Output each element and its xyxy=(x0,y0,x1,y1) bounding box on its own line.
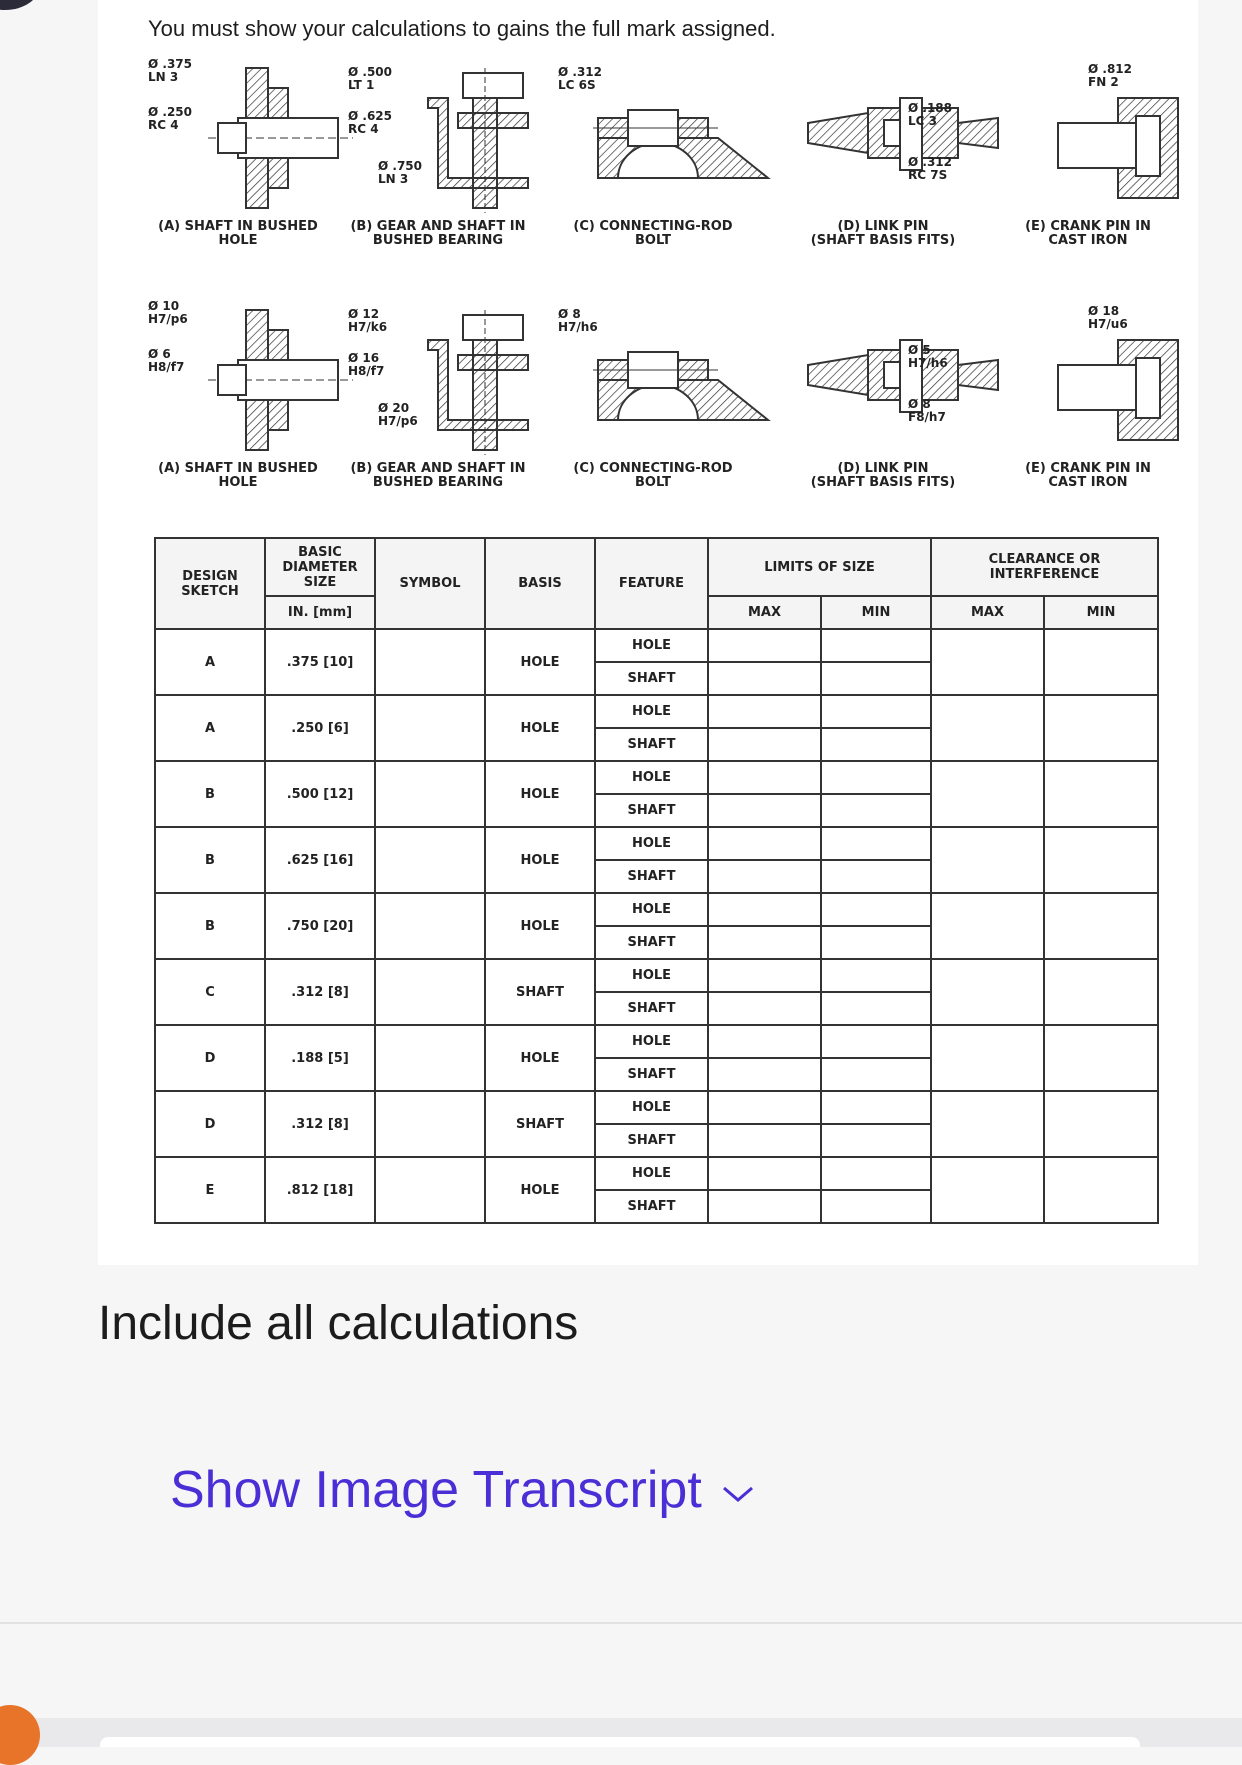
cell-symbol[interactable] xyxy=(375,761,485,827)
cell-limit-min[interactable] xyxy=(821,959,931,992)
cell-clearance-max[interactable] xyxy=(931,1025,1044,1091)
cell-basic-size: .500 [12] xyxy=(265,761,375,827)
dimension-label: Ø 8 F8/h7 xyxy=(908,397,946,424)
dimension-label: Ø 6 H8/f7 xyxy=(148,347,185,374)
figure-caption: (D) LINK PIN (SHAFT BASIS FITS) xyxy=(810,461,956,490)
cell-sketch: A xyxy=(155,695,265,761)
table-row xyxy=(155,629,1158,662)
cell-symbol[interactable] xyxy=(375,827,485,893)
figure-caption: (D) LINK PIN (SHAFT BASIS FITS) xyxy=(810,219,956,248)
figure-c-inch xyxy=(558,58,748,268)
cell-limit-max[interactable] xyxy=(708,1058,821,1091)
include-calculations-text: Include all calculations xyxy=(98,1297,579,1350)
figure-caption: (E) CRANK PIN IN CAST IRON xyxy=(1025,219,1151,248)
cell-clearance-max[interactable] xyxy=(931,893,1044,959)
cell-basic-size: .812 [18] xyxy=(265,1157,375,1223)
figure-a-drawing xyxy=(178,58,358,218)
figure-caption: (B) GEAR AND SHAFT IN BUSHED BEARING xyxy=(350,219,526,248)
cell-limit-max[interactable] xyxy=(708,1124,821,1157)
cell-basic-size: .375 [10] xyxy=(265,629,375,695)
cell-clearance-max[interactable] xyxy=(931,827,1044,893)
cell-limit-min[interactable] xyxy=(821,1058,931,1091)
avatar-corner xyxy=(0,0,40,10)
figure-a-mm xyxy=(148,300,328,510)
table-row xyxy=(155,1025,1158,1058)
figure-c-mm xyxy=(558,300,748,510)
cell-limit-min[interactable] xyxy=(821,662,931,695)
cell-symbol[interactable] xyxy=(375,959,485,1025)
cell-symbol[interactable] xyxy=(375,893,485,959)
cell-basis: HOLE xyxy=(485,1025,595,1091)
dimension-label: Ø .250 RC 4 xyxy=(148,105,192,132)
cell-limit-min[interactable] xyxy=(821,629,931,662)
cell-feature-shaft: SHAFT xyxy=(595,992,708,1025)
cell-limit-min[interactable] xyxy=(821,1091,931,1124)
fits-table xyxy=(154,537,1159,1224)
cell-limit-min[interactable] xyxy=(821,1025,931,1058)
cell-limit-min[interactable] xyxy=(821,695,931,728)
cell-clearance-max[interactable] xyxy=(931,959,1044,1025)
cell-limit-min[interactable] xyxy=(821,827,931,860)
header-clearance-min: MIN xyxy=(1044,596,1158,629)
cell-sketch: B xyxy=(155,893,265,959)
cell-limit-max[interactable] xyxy=(708,794,821,827)
figure-a-drawing xyxy=(178,300,358,460)
cell-feature-hole: HOLE xyxy=(595,827,708,860)
cell-clearance-min[interactable] xyxy=(1044,959,1158,1025)
cell-limit-max[interactable] xyxy=(708,992,821,1025)
figure-c-drawing xyxy=(588,300,778,460)
dimension-label: Ø 20 H7/p6 xyxy=(378,401,418,428)
cell-feature-hole: HOLE xyxy=(595,695,708,728)
cell-clearance-min[interactable] xyxy=(1044,827,1158,893)
dimension-label: Ø .625 RC 4 xyxy=(348,109,392,136)
cell-feature-hole: HOLE xyxy=(595,629,708,662)
cell-basic-size: .250 [6] xyxy=(265,695,375,761)
orange-avatar xyxy=(0,1705,40,1765)
figure-d-inch xyxy=(768,58,998,268)
cell-limit-max[interactable] xyxy=(708,629,821,662)
cell-limit-max[interactable] xyxy=(708,1190,821,1223)
table-row xyxy=(155,1157,1158,1190)
cell-basis: HOLE xyxy=(485,827,595,893)
figure-caption: (C) CONNECTING-ROD BOLT xyxy=(573,219,733,248)
cell-feature-shaft: SHAFT xyxy=(595,926,708,959)
cell-limit-max[interactable] xyxy=(708,893,821,926)
table-row xyxy=(155,695,1158,728)
cell-limit-min[interactable] xyxy=(821,761,931,794)
cell-basic-size: .625 [16] xyxy=(265,827,375,893)
cell-basis: HOLE xyxy=(485,761,595,827)
dimension-label: Ø .312 RC 7S xyxy=(908,155,952,182)
cell-feature-hole: HOLE xyxy=(595,893,708,926)
dimension-label: Ø 16 H8/f7 xyxy=(348,351,385,378)
cell-clearance-min[interactable] xyxy=(1044,761,1158,827)
dimension-label: Ø 10 H7/p6 xyxy=(148,299,188,326)
cell-clearance-max[interactable] xyxy=(931,761,1044,827)
cell-feature-shaft: SHAFT xyxy=(595,728,708,761)
cell-limit-max[interactable] xyxy=(708,926,821,959)
cell-feature-shaft: SHAFT xyxy=(595,1124,708,1157)
table-row xyxy=(155,1091,1158,1124)
cell-feature-hole: HOLE xyxy=(595,959,708,992)
cell-limit-max[interactable] xyxy=(708,1025,821,1058)
instruction-text: You must show your calculations to gains the full mark assigned. xyxy=(148,16,776,41)
figure-b-mm xyxy=(348,300,528,510)
cell-limit-min[interactable] xyxy=(821,1124,931,1157)
figure-d-mm xyxy=(768,300,998,510)
cell-feature-shaft: SHAFT xyxy=(595,1190,708,1223)
figure-d-drawing xyxy=(798,300,1028,460)
figure-caption: (A) SHAFT IN BUSHED HOLE xyxy=(158,461,318,490)
table-row xyxy=(155,893,1158,926)
figure-caption: (B) GEAR AND SHAFT IN BUSHED BEARING xyxy=(350,461,526,490)
dimension-label: Ø .375 LN 3 xyxy=(148,57,192,84)
cell-limit-min[interactable] xyxy=(821,1157,931,1190)
table-row xyxy=(155,827,1158,860)
cell-clearance-max[interactable] xyxy=(931,695,1044,761)
cell-basic-size: .188 [5] xyxy=(265,1025,375,1091)
cell-feature-shaft: SHAFT xyxy=(595,860,708,893)
dimension-label: Ø 8 H7/h6 xyxy=(558,307,598,334)
cell-limit-min[interactable] xyxy=(821,794,931,827)
cell-limit-min[interactable] xyxy=(821,1190,931,1223)
cell-basis: HOLE xyxy=(485,893,595,959)
cell-clearance-max[interactable] xyxy=(931,1157,1044,1223)
cell-symbol[interactable] xyxy=(375,695,485,761)
cell-limit-max[interactable] xyxy=(708,1157,821,1190)
cell-limit-min[interactable] xyxy=(821,893,931,926)
header-limits-min: MIN xyxy=(821,596,931,629)
cell-feature-shaft: SHAFT xyxy=(595,662,708,695)
cell-limit-min[interactable] xyxy=(821,860,931,893)
cell-sketch: A xyxy=(155,629,265,695)
cell-clearance-min[interactable] xyxy=(1044,893,1158,959)
cell-feature-shaft: SHAFT xyxy=(595,1058,708,1091)
table-row xyxy=(155,959,1158,992)
cell-sketch: B xyxy=(155,827,265,893)
cell-limit-max[interactable] xyxy=(708,959,821,992)
cell-sketch: D xyxy=(155,1025,265,1091)
cell-symbol[interactable] xyxy=(375,629,485,695)
cell-basic-size: .312 [8] xyxy=(265,959,375,1025)
cell-basis: HOLE xyxy=(485,629,595,695)
dimension-label: Ø .500 LT 1 xyxy=(348,65,392,92)
cell-feature-hole: HOLE xyxy=(595,1157,708,1190)
cell-basic-size: .312 [8] xyxy=(265,1091,375,1157)
figure-e-inch xyxy=(1018,58,1158,268)
header-basis: BASIS xyxy=(485,538,595,629)
cell-limit-max[interactable] xyxy=(708,761,821,794)
header-design-sketch: DESIGN SKETCH xyxy=(155,538,265,629)
dimension-label: Ø 12 H7/k6 xyxy=(348,307,388,334)
header-clearance: CLEARANCE OR INTERFERENCE xyxy=(931,538,1158,596)
figure-b-drawing xyxy=(378,300,558,460)
figure-a-inch xyxy=(148,58,328,268)
divider xyxy=(0,1622,1242,1624)
figure-caption: (E) CRANK PIN IN CAST IRON xyxy=(1025,461,1151,490)
figure-row-mm xyxy=(148,300,1158,510)
cell-symbol[interactable] xyxy=(375,1157,485,1223)
figure-caption: (C) CONNECTING-ROD BOLT xyxy=(573,461,733,490)
cell-limit-max[interactable] xyxy=(708,860,821,893)
cell-limit-min[interactable] xyxy=(821,926,931,959)
cell-symbol[interactable] xyxy=(375,1025,485,1091)
figure-caption: (A) SHAFT IN BUSHED HOLE xyxy=(158,219,318,248)
cell-limit-min[interactable] xyxy=(821,728,931,761)
cell-clearance-min[interactable] xyxy=(1044,695,1158,761)
cell-sketch: D xyxy=(155,1091,265,1157)
dimension-label: Ø .188 LC 3 xyxy=(908,101,952,128)
figure-c-drawing xyxy=(588,58,778,218)
figure-b-inch xyxy=(348,58,528,268)
table-row xyxy=(155,761,1158,794)
show-transcript-button[interactable] xyxy=(170,1460,756,1520)
cell-feature-hole: HOLE xyxy=(595,1025,708,1058)
cell-basis: SHAFT xyxy=(485,959,595,1025)
cell-sketch: B xyxy=(155,761,265,827)
header-feature: FEATURE xyxy=(595,538,708,629)
cell-sketch: E xyxy=(155,1157,265,1223)
cell-limit-max[interactable] xyxy=(708,728,821,761)
cell-symbol[interactable] xyxy=(375,1091,485,1157)
chevron-down-icon xyxy=(720,1483,756,1505)
header-limits-of-size: LIMITS OF SIZE xyxy=(708,538,931,596)
header-clearance-max: MAX xyxy=(931,596,1044,629)
bottom-input-edge xyxy=(100,1737,1140,1747)
cell-basis: SHAFT xyxy=(485,1091,595,1157)
cell-limit-max[interactable] xyxy=(708,695,821,728)
figure-d-drawing xyxy=(798,58,1028,218)
cell-basis: HOLE xyxy=(485,695,595,761)
cell-clearance-min[interactable] xyxy=(1044,629,1158,695)
header-symbol: SYMBOL xyxy=(375,538,485,629)
cell-feature-hole: HOLE xyxy=(595,1091,708,1124)
cell-limit-min[interactable] xyxy=(821,992,931,1025)
figure-e-mm xyxy=(1018,300,1158,510)
cell-basic-size: .750 [20] xyxy=(265,893,375,959)
cell-clearance-max[interactable] xyxy=(931,629,1044,695)
header-units: IN. [mm] xyxy=(265,596,375,629)
dimension-label: Ø .312 LC 6S xyxy=(558,65,602,92)
show-transcript-label: Show Image Transcript xyxy=(170,1461,702,1519)
cell-feature-hole: HOLE xyxy=(595,761,708,794)
cell-basis: HOLE xyxy=(485,1157,595,1223)
cell-feature-shaft: SHAFT xyxy=(595,794,708,827)
header-limits-max: MAX xyxy=(708,596,821,629)
figure-row-inch xyxy=(148,58,1158,268)
cell-clearance-min[interactable] xyxy=(1044,1091,1158,1157)
figure-b-drawing xyxy=(378,58,558,218)
dimension-label: Ø 18 H7/u6 xyxy=(1088,304,1128,331)
dimension-label: Ø 5 H7/h6 xyxy=(908,343,948,370)
cell-clearance-min[interactable] xyxy=(1044,1157,1158,1223)
cell-limit-max[interactable] xyxy=(708,1091,821,1124)
dimension-label: Ø .812 FN 2 xyxy=(1088,62,1132,89)
cell-clearance-max[interactable] xyxy=(931,1091,1044,1157)
cell-limit-max[interactable] xyxy=(708,662,821,695)
cell-limit-max[interactable] xyxy=(708,827,821,860)
dimension-label: Ø .750 LN 3 xyxy=(378,159,422,186)
cell-sketch: C xyxy=(155,959,265,1025)
header-basic-size: BASIC DIAMETER SIZE xyxy=(265,538,375,596)
cell-clearance-min[interactable] xyxy=(1044,1025,1158,1091)
